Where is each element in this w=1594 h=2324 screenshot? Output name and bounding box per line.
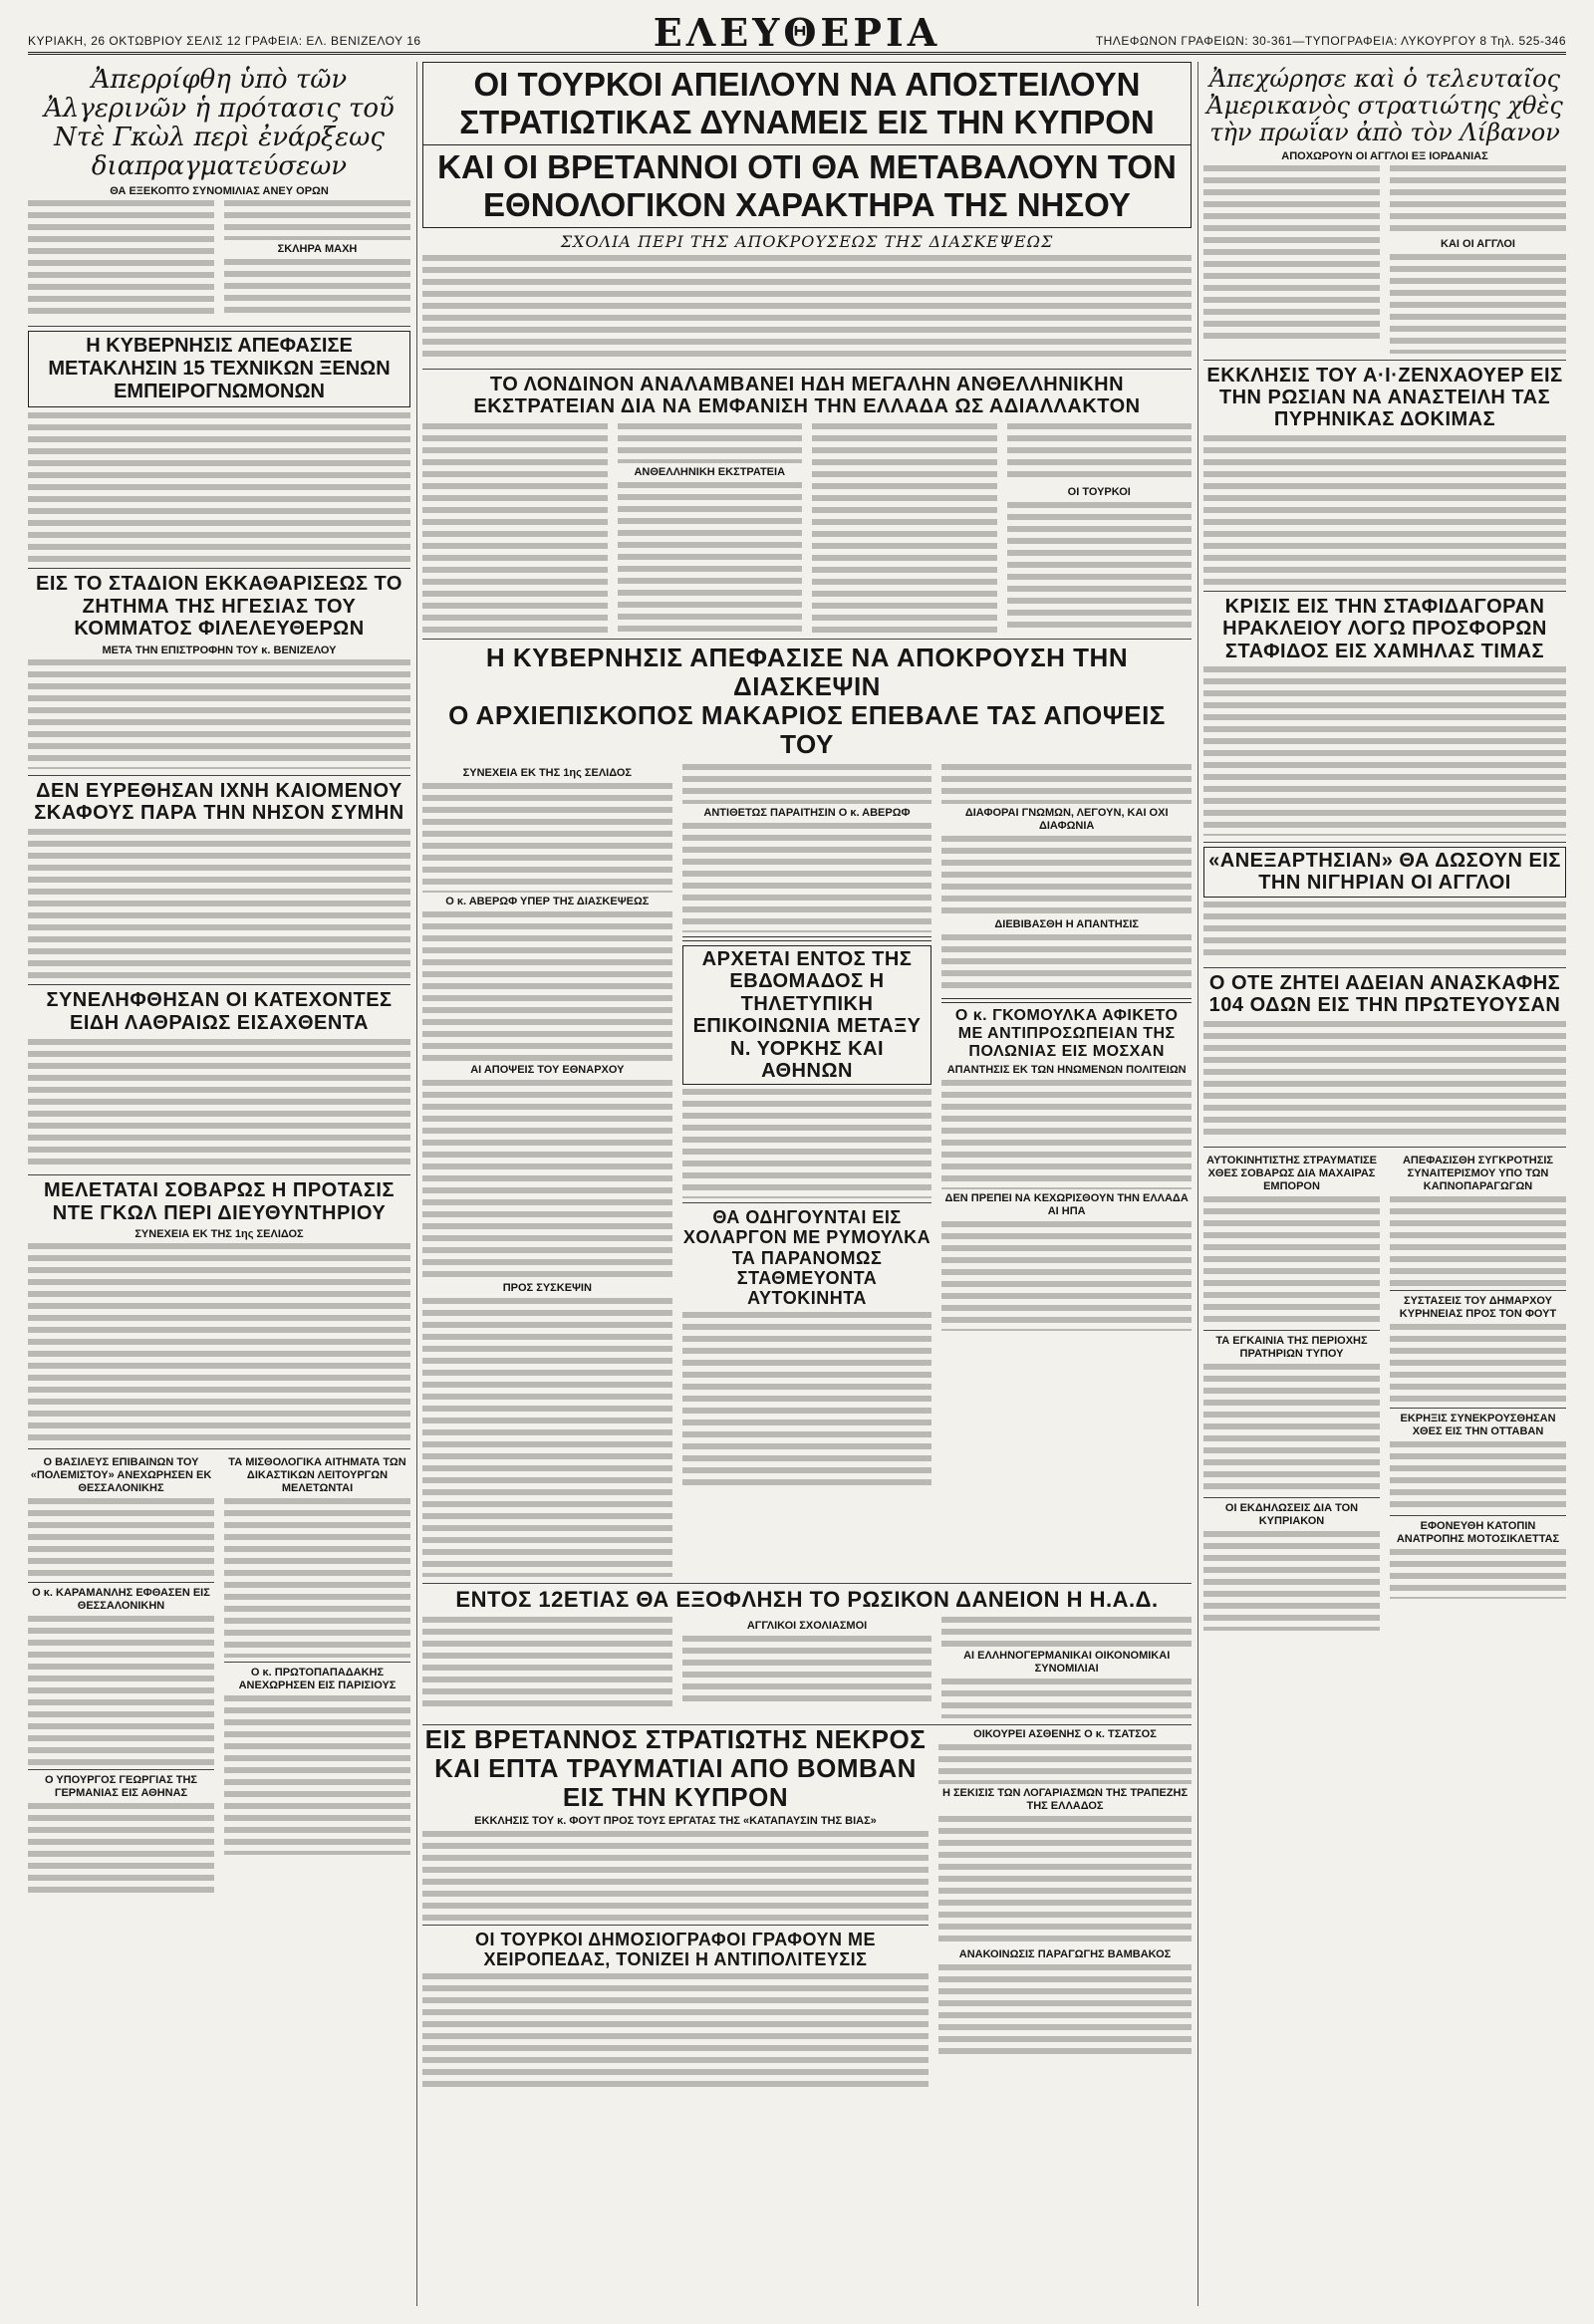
right-bottom-briefs [1203,1152,1566,1631]
towing-headline: ΘΑ ΟΔΗΓΟΥΝΤΑΙ ΕΙΣ ΧΟΛΑΡΓΟΝ ΜΕ ΡΥΜΟΥΛΚΑ ΤΑ ΠΑΡΑΝΟΜΩΣ ΣΤΑΘΜΕΥΟΝΤΑ ΑΥΤΟΚΙΝΗΤΑ [682,1207,931,1308]
lead-subhead: ΣΧΟΛΙΑ ΠΕΡΙ ΤΗΣ ΑΠΟΚΡΟΥΣΕΩΣ ΤΗΣ ΔΙΑΣΚΕΨΕΩΣ [560,231,1054,251]
raisin-article [1203,592,1566,843]
newspaper-title: ΕΛΕΥΘΕΡΙΑ [653,10,941,55]
conference-text [422,911,672,1061]
conference-headline: Η ΚΥΒΕΡΝΗΣΙΣ ΑΠΕΦΑΣΙΣΕ ΝΑ ΑΠΟΚΡΟΥΣΗ ΤΗΝ ΔΙΑΣΚΕΨΙΝ [485,642,1129,701]
gomulka-text [941,1221,1192,1331]
column-rule [1197,62,1198,2306]
bottom-center-stories [422,1725,1192,2094]
lead-text [422,255,1192,363]
conference-subhead: ΣΥΝΕΧΕΙΑ ΕΚ ΤΗΣ 1ης ΣΕΛΙΔΟΣ [462,766,632,779]
bank-text [938,1816,1192,1945]
russian-loan-text [941,1678,1192,1718]
cyprus-events-brief-headline: ΟΙ ΕΚΔΗΛΩΣΕΙΣ ΔΙΑ ΤΟΝ ΚΥΠΡΙΑΚΟΝ [1224,1501,1359,1527]
london-subhead: ΟΙ ΤΟΥΡΚΟΙ [1067,485,1131,498]
gomulka-text [941,1080,1192,1189]
technicians-headline: Η ΚΥΒΕΡΝΗΣΙΣ ΑΠΕΦΑΣΙΣΕ ΜΕΤΑΚΛΗΣΙΝ 15 ΤΕΧΝΙΚΩΝ ΞΕΝΩΝ ΕΜΠΕΙΡΟΓΝΩΜΟΝΩΝ [28,331,410,407]
russian-loan-text [682,1636,932,1705]
nigeria-headline: «ΑΝΕΞΑΡΤΗΣΙΑΝ» ΘΑ ΔΩΣΟΥΝ ΕΙΣ ΤΗΝ ΝΙΓΗΡΙΑΝ ΟΙ ΑΓΓΛΟΙ [1203,847,1566,898]
algeria-headline: Ἀπερρίφθη ὑπὸ τῶν Ἀλγερινῶν ἡ πρότασις τοῦ Ντὲ Γκὼλ περὶ ἐνάρξεως διαπραγματεύσεων [44,65,395,182]
conference-subhead: ΑΝΤΙΘΕΤΩΣ ΠΑΡΑΙΤΗΣΙΝ Ο κ. ΑΒΕΡΩΦ [703,806,911,819]
karamanlis-brief-headline: Ο κ. ΚΑΡΑΜΑΝΛΗΣ ΕΦΘΑΣΕΝ ΕΙΣ ΘΕΣΣΑΛΟΝΙΚΗΝ [32,1586,210,1612]
motorcycle-brief-headline: ΕΦΟΝΕΥΘΗ ΚΑΤΟΠΙΝ ΑΝΑΤΡΟΠΗΣ ΜΟΤΟΣΙΚΛΕΤΤΑΣ [1396,1519,1560,1545]
brief-text [1390,1441,1566,1511]
brief-text [1390,1549,1566,1599]
algeria-text [224,200,410,240]
column-rule [416,62,417,2306]
london-text [1007,502,1193,632]
brief-text [224,1498,410,1658]
eisenhower-text [1203,435,1566,585]
london-text [618,423,803,463]
left-bottom-briefs [28,1453,410,1893]
lebanon-article [1203,62,1566,361]
gomulka-subhead: ΔΕΝ ΠΡΕΠΕΙ ΝΑ ΚΕΧΩΡΙΣΘΟΥΝ ΤΗΝ ΕΛΛΑΔΑ ΑΙ ΗΠΑ [944,1191,1189,1217]
agriculture-minister-headline: Ο ΥΠΟΥΡΓΟΣ ΓΕΩΡΓΙΑΣ ΤΗΣ ΓΕΡΜΑΝΙΑΣ ΕΙΣ ΑΘΗΝΑΣ [44,1773,198,1799]
bank-text [938,1964,1192,2054]
nigeria-text [1203,902,1566,961]
gomulka-subhead: ΑΠΑΝΤΗΣΙΣ ΕΚ ΤΩΝ ΗΝΩΜΕΝΩΝ ΠΟΛΙΤΕΙΩΝ [946,1063,1187,1076]
cyprus-lead-article [422,62,1192,370]
towing-text [682,1312,932,1491]
conference-text [422,783,672,893]
liberals-headline: ΕΙΣ ΤΟ ΣΤΑΔΙΟΝ ΕΚΚΑΘΑΡΙΣΕΩΣ ΤΟ ΖΗΤΗΜΑ ΤΗΣ ΗΓΕΣΙΑΣ ΤΟΥ ΚΟΜΜΑΤΟΣ ΦΙΛΕΛΕΥΘΕΡΩΝ [36,573,402,641]
brief-text [1390,1196,1566,1286]
algeria-text [224,259,410,319]
lebanon-text [1390,165,1566,235]
russian-loan-headline: ΕΝΤΟΣ 12ΕΤΙΑΣ ΘΑ ΕΞΟΦΛΗΣΗ ΤΟ ΡΩΣΙΚΟΝ ΔΑΝΕΙΟΝ Η Η.Α.Δ. [455,1586,1159,1612]
russian-loan-text [941,1617,1192,1647]
right-column [1203,62,1566,2306]
smuggling-headline: ΣΥΝΕΛΗΦΘΗΣΑΝ ΟΙ ΚΑΤΕΧΟΝΤΕΣ ΕΙΔΗ ΛΑΘΡΑΙΩΣ ΕΙΣΑΧΘΕΝΤΑ [46,989,393,1034]
bank-text [938,1744,1192,1784]
roads-headline: Ο ΟΤΕ ΖΗΤΕΙ ΑΔΕΙΑΝ ΑΝΑΣΚΑΦΗΣ 104 ΟΔΩΝ ΕΙΣ ΤΗΝ ΠΡΩΤΕΥΟΥΣΑΝ [1208,971,1561,1017]
conference-text [682,764,932,804]
smuggling-text [28,1039,410,1168]
bank-subhead: Η ΣΕΚΙΣΙΣ ΤΩΝ ΛΟΓΑΡΙΑΣΜΩΝ ΤΗΣ ΤΡΑΠΕΖΗΣ ΤΗΣ ΕΛΛΑΔΟΣ [941,1786,1189,1812]
soldier-text [422,1831,929,1921]
conference-text [422,1080,672,1279]
conference-subhead: ΠΡΟΣ ΣΥΣΚΕΨΙΝ [502,1281,592,1294]
symi-headline: ΔΕΝ ΕΥΡΕΘΗΣΑΝ ΙΧΝΗ ΚΑΙΟΜΕΝΟΥ ΣΚΑΦΟΥΣ ΠΑΡΑ ΤΗΝ ΝΗΣΟΝ ΣΥΜΗΝ [34,779,404,824]
teletype-text [682,1089,932,1198]
teletype-headline: ΑΡΧΕΤΑΙ ΕΝΤΟΣ ΤΗΣ ΕΒΔΟΜΑΔΟΣ Η ΤΗΛΕΤΥΠΙΚΗ ΕΠΙΚΟΙΝΩΝΙΑ ΜΕΤΑΞΥ Ν. ΥΟΡΚΗΣ ΚΑΙ ΑΘΗΝΩΝ [682,945,932,1085]
lead-headline-2: ΚΑΙ ΟΙ ΒΡΕΤΑΝΝΟΙ ΟΤΙ ΘΑ ΜΕΤΑΒΑΛΟΥΝ ΤΟΝ ΕΘΝΟΛΟΓΙΚΟΝ ΧΑΡΑΚΤΗΡΑ ΤΗΣ ΝΗΣΟΥ [422,145,1192,228]
london-text [422,423,608,633]
brief-text [1203,1364,1380,1493]
conference-subhead: ΑΙ ΑΠΟΨΕΙΣ ΤΟΥ ΕΘΝΑΡΧΟΥ [470,1063,625,1076]
brief-text [1203,1531,1380,1631]
stabbing-brief-headline: ΑΥΤΟΚΙΝΗΤΙΣΤΗΣ ΣΤΡΑΥΜΑΤΙΣΕ ΧΘΕΣ ΣΟΒΑΡΩΣ ΔΙΑ ΜΑΧΑΙΡΑΣ ΕΜΠΟΡΟΝ [1206,1154,1377,1192]
journalists-text [422,1973,929,2093]
king-brief-headline: Ο ΒΑΣΙΛΕΥΣ ΕΠΙΒΑΙΝΩΝ ΤΟΥ «ΠΟΛΕΜΙΣΤΟΥ» ΑΝΕΧΩΡΗΣΕΝ ΕΚ ΘΕΣΣΑΛΟΝΙΚΗΣ [30,1455,212,1494]
russian-loan-text [422,1617,672,1706]
masthead-phones: ΤΗΛΕΦΩΝΟΝ ΓΡΑΦΕΙΩΝ: 30-361—ΤΥΠΟΓΡΑΦΕΙΑ: ΛΥΚΟΥΡΓΟΥ 8 Τηλ. 525-346 [1095,34,1566,48]
brief-text [1203,1196,1380,1326]
soldier-subhead: ΕΚΚΛΗΣΙΣ ΤΟΥ κ. ΦΟΥΤ ΠΡΟΣ ΤΟΥΣ ΕΡΓΑΤΑΣ ΤΗΣ «ΚΑΤΑΠΑΥΣΙΝ ΤΗΣ ΒΙΑΣ» [474,1814,877,1827]
gomulka-headline: Ο κ. ΓΚΟΜΟΥΛΚΑ ΑΦΙΚΕΤΟ ΜΕ ΑΝΤΙΠΡΟΣΩΠΕΙΑΝ ΤΗΣ ΠΟΛΩΝΙΑΣ ΕΙΣ ΜΟΣΧΑΝ [954,1006,1179,1060]
conference-subhead: ΔΙΕΒΙΒΑΣΘΗ Η ΑΠΑΝΤΗΣΙΣ [994,917,1139,930]
brief-text [28,1803,214,1893]
russian-loan-subhead: ΑΙ ΕΛΛΗΝΟΓΕΡΜΑΝΙΚΑΙ ΟΙΚΟΝΟΜΙΚΑΙ ΣΥΝΟΜΙΛΙΑΙ [963,1649,1171,1675]
london-text [1007,423,1193,483]
algeria-subhead-2: ΣΚΛΗΡΑ ΜΑΧΗ [277,243,358,256]
conference-subhead: Ο κ. ΑΒΕΡΩΦ ΥΠΕΡ ΤΗΣ ΔΙΑΣΚΕΨΕΩΣ [445,895,650,907]
kyrenia-brief-headline: ΣΥΣΤΑΣΕΙΣ ΤΟΥ ΔΗΜΑΡΧΟΥ ΚΥΡΗΝΕΙΑΣ ΠΡΟΣ ΤΟΝ ΦΟΥΤ [1399,1294,1557,1320]
london-text [618,482,803,632]
eisenhower-headline: ΕΚΚΛΗΣΙΣ ΤΟΥ Α·Ι·ΖΕΝΧΑΟΥΕΡ ΕΙΣ ΤΗΝ ΡΩΣΙΑΝ ΝΑ ΑΝΑΣΤΕΙΛΗ ΤΑΣ ΠΥΡΗΝΙΚΑΣ ΔΟΚΙΜΑΣ [1206,364,1563,431]
lebanon-subhead: ΑΠΟΧΩΡΟΥΝ ΟΙ ΑΓΓΛΟΙ ΕΞ ΙΟΡΔΑΝΙΑΣ [1281,149,1488,162]
journalists-headline: ΟΙ ΤΟΥΡΚΟΙ ΔΗΜΟΣΙΟΓΡΑΦΟΙ ΓΡΑΦΟΥΝ ΜΕ ΧΕΙΡΟΠΕΔΑΣ, ΤΟΝΙΖΕΙ Η ΑΝΤΙΠΟΛΙΤΕΥΣΙΣ [475,1929,876,1970]
raisin-headline: ΚΡΙΣΙΣ ΕΙΣ ΤΗΝ ΣΤΑΦΙΔΑΓΟΡΑΝ ΗΡΑΚΛΕΙΟΥ ΛΟΓΩ ΠΡΟΣΦΟΡΩΝ ΣΤΑΦΙΔΟΣ ΕΙΣ ΧΑΜΗΛΑΣ ΤΙΜΑΣ [1222,595,1547,662]
masthead [28,12,1566,55]
lebanon-subhead-2: ΚΑΙ ΟΙ ΑΓΓΛΟΙ [1441,237,1515,250]
london-headline: ΤΟ ΛΟΝΔΙΝΟΝ ΑΝΑΛΑΜΒΑΝΕΙ ΗΔΗ ΜΕΓΑΛΗΝ ΑΝΘΕΛΛΗΝΙΚΗΝ ΕΚΣΤΡΑΤΕΙΑΝ ΔΙΑ ΝΑ ΕΜΦΑΝΙΣΗ ΤΗΝ ΕΛΛΑΔΑ ΩΣ ΑΔΙΑΛΛΑΚΤΟΝ [473,373,1141,418]
brief-text [1390,1324,1566,1404]
london-campaign-article [422,370,1192,640]
ottawa-brief-headline: ΕΚΡΗΞΙΣ ΣΥΝΕΚΡΟΥΣΘΗΣΑΝ ΧΘΕΣ ΕΙΣ ΤΗΝ ΟΤΤΑΒΑΝ [1400,1412,1556,1437]
left-column [28,62,410,2306]
bank-subhead: ΟΙΚΟΥΡΕΙ ΑΣΘΕΝΗΣ Ο κ. ΤΣΑΤΣΟΣ [973,1727,1157,1740]
tobacco-brief-headline: ΑΠΕΦΑΣΙΣΘΗ ΣΥΓΚΡΟΤΗΣΙΣ ΣΥΝΑΙΤΕΡΙΣΜΟΥ ΥΠΟ ΤΩΝ ΚΑΠΝΟΠΑΡΑΓΩΓΩΝ [1402,1154,1554,1192]
degaulle-article [28,1175,410,1449]
liberals-article [28,569,410,775]
bank-subhead: ΑΝΑΚΟΙΝΩΣΙΣ ΠΑΡΑΓΩΓΗΣ ΒΑΜΒΑΚΟΣ [958,1947,1172,1960]
russian-loan-subhead: ΑΓΓΛΙΚΟΙ ΣΧΟΛΙΑΣΜΟΙ [746,1619,868,1632]
roads-article [1203,968,1566,1148]
algeria-subhead: ΘΑ ΕΞΕΚΟΠΤΟ ΣΥΝΟΜΙΛΙΑΣ ΑΝΕΥ ΟΡΩΝ [110,185,329,198]
degaulle-headline: ΜΕΛΕΤΑΤΑΙ ΣΟΒΑΡΩΣ Η ΠΡΟΤΑΣΙΣ ΝΤΕ ΓΚΩΛ ΠΕΡΙ ΔΙΕΥΘΥΝΤΗΡΙΟΥ [44,1179,395,1224]
lebanon-text [1390,254,1566,354]
degaulle-text [28,1243,410,1442]
brief-text [224,1695,410,1855]
judges-brief-headline: ΤΑ ΜΙΣΘΟΛΟΓΙΚΑ ΑΙΤΗΜΑΤΑ ΤΩΝ ΔΙΚΑΣΤΙΚΩΝ ΛΕΙΤΟΥΡΓΩΝ ΜΕΛΕΤΩΝΤΑΙ [228,1455,406,1494]
brief-text [28,1616,214,1765]
technicians-article [28,327,410,569]
eisenhower-article [1203,361,1566,592]
liberals-text [28,659,410,769]
lebanon-text [1203,165,1380,345]
technicians-text [28,412,410,562]
conference-text [941,934,1192,994]
degaulle-continuation: ΣΥΝΕΧΕΙΑ ΕΚ ΤΗΣ 1ης ΣΕΛΙΔΟΣ [134,1227,304,1240]
roads-text [1203,1021,1566,1141]
nigeria-article [1203,843,1566,968]
london-text [812,423,997,633]
conference-article [422,640,1192,1584]
algeria-text [28,200,214,320]
algeria-article [28,62,410,327]
russian-loan-article [422,1584,1192,1725]
raisin-text [1203,666,1566,836]
conference-text [682,823,932,932]
soldier-headline: ΕΙΣ ΒΡΕΤΑΝΝΟΣ ΣΤΡΑΤΙΩΤΗΣ ΝΕΚΡΟΣ ΚΑΙ ΕΠΤΑ ΤΡΑΥΜΑΤΙΑΙ ΑΠΟ ΒΟΜΒΑΝ ΕΙΣ ΤΗΝ ΚΥΠΡΟΝ [424,1723,927,1812]
liberals-subhead: ΜΕΤΑ ΤΗΝ ΕΠΙΣΤΡΟΦΗΝ ΤΟΥ κ. ΒΕΝΙΖΕΛΟΥ [102,644,337,656]
center-columns [422,62,1192,2306]
masthead-date: ΚΥΡΙΑΚΗ, 26 ΟΚΤΩΒΡΙΟΥ ΣΕΛΙΣ 12 ΓΡΑΦΕΙΑ: ΕΛ. ΒΕΝΙΖΕΛΟΥ 16 [28,34,421,48]
symi-article [28,776,410,986]
kiosks-brief-headline: ΤΑ ΕΓΚΑΙΝΙΑ ΤΗΣ ΠΕΡΙΟΧΗΣ ΠΡΑΤΗΡΙΩΝ ΤΥΠΟΥ [1215,1334,1368,1360]
conference-text [422,1298,672,1577]
conference-text [941,836,1192,915]
conference-text [941,764,1192,804]
symi-text [28,829,410,978]
brief-text [28,1498,214,1578]
makarios-headline: Ο ΑΡΧΙΕΠΙΣΚΟΠΟΣ ΜΑΚΑΡΙΟΣ ΕΠΕΒΑΛΕ ΤΑΣ ΑΠΟΨΕΙΣ ΤΟΥ [448,699,1166,759]
lead-headline-1: ΟΙ ΤΟΥΡΚΟΙ ΑΠΕΙΛΟΥΝ ΝΑ ΑΠΟΣΤΕΙΛΟΥΝ ΣΤΡΑΤΙΩΤΙΚΑΣ ΔΥΝΑΜΕΙΣ ΕΙΣ ΤΗΝ ΚΥΠΡΟΝ [422,62,1192,145]
smuggling-article [28,985,410,1175]
protopapadakis-brief-headline: Ο κ. ΠΡΩΤΟΠΑΠΑΔΑΚΗΣ ΑΝΕΧΩΡΗΣΕΝ ΕΙΣ ΠΑΡΙΣΙΟΥΣ [238,1666,397,1691]
lebanon-headline: Ἀπεχώρησε καὶ ὁ τελευταῖος Ἀμερικανὸς στρατιώτης χθὲς τὴν πρωΐαν ἀπὸ τὸν Λίβανον [1206,65,1563,146]
london-subhead: ΑΝΘΕΛΛΗΝΙΚΗ ΕΚΣΤΡΑΤΕΙΑ [634,465,786,478]
conference-subhead: ΔΙΑΦΟΡΑΙ ΓΝΩΜΩΝ, ΛΕΓΟΥΝ, ΚΑΙ ΟΧΙ ΔΙΑΦΩΝΙΑ [964,806,1169,832]
